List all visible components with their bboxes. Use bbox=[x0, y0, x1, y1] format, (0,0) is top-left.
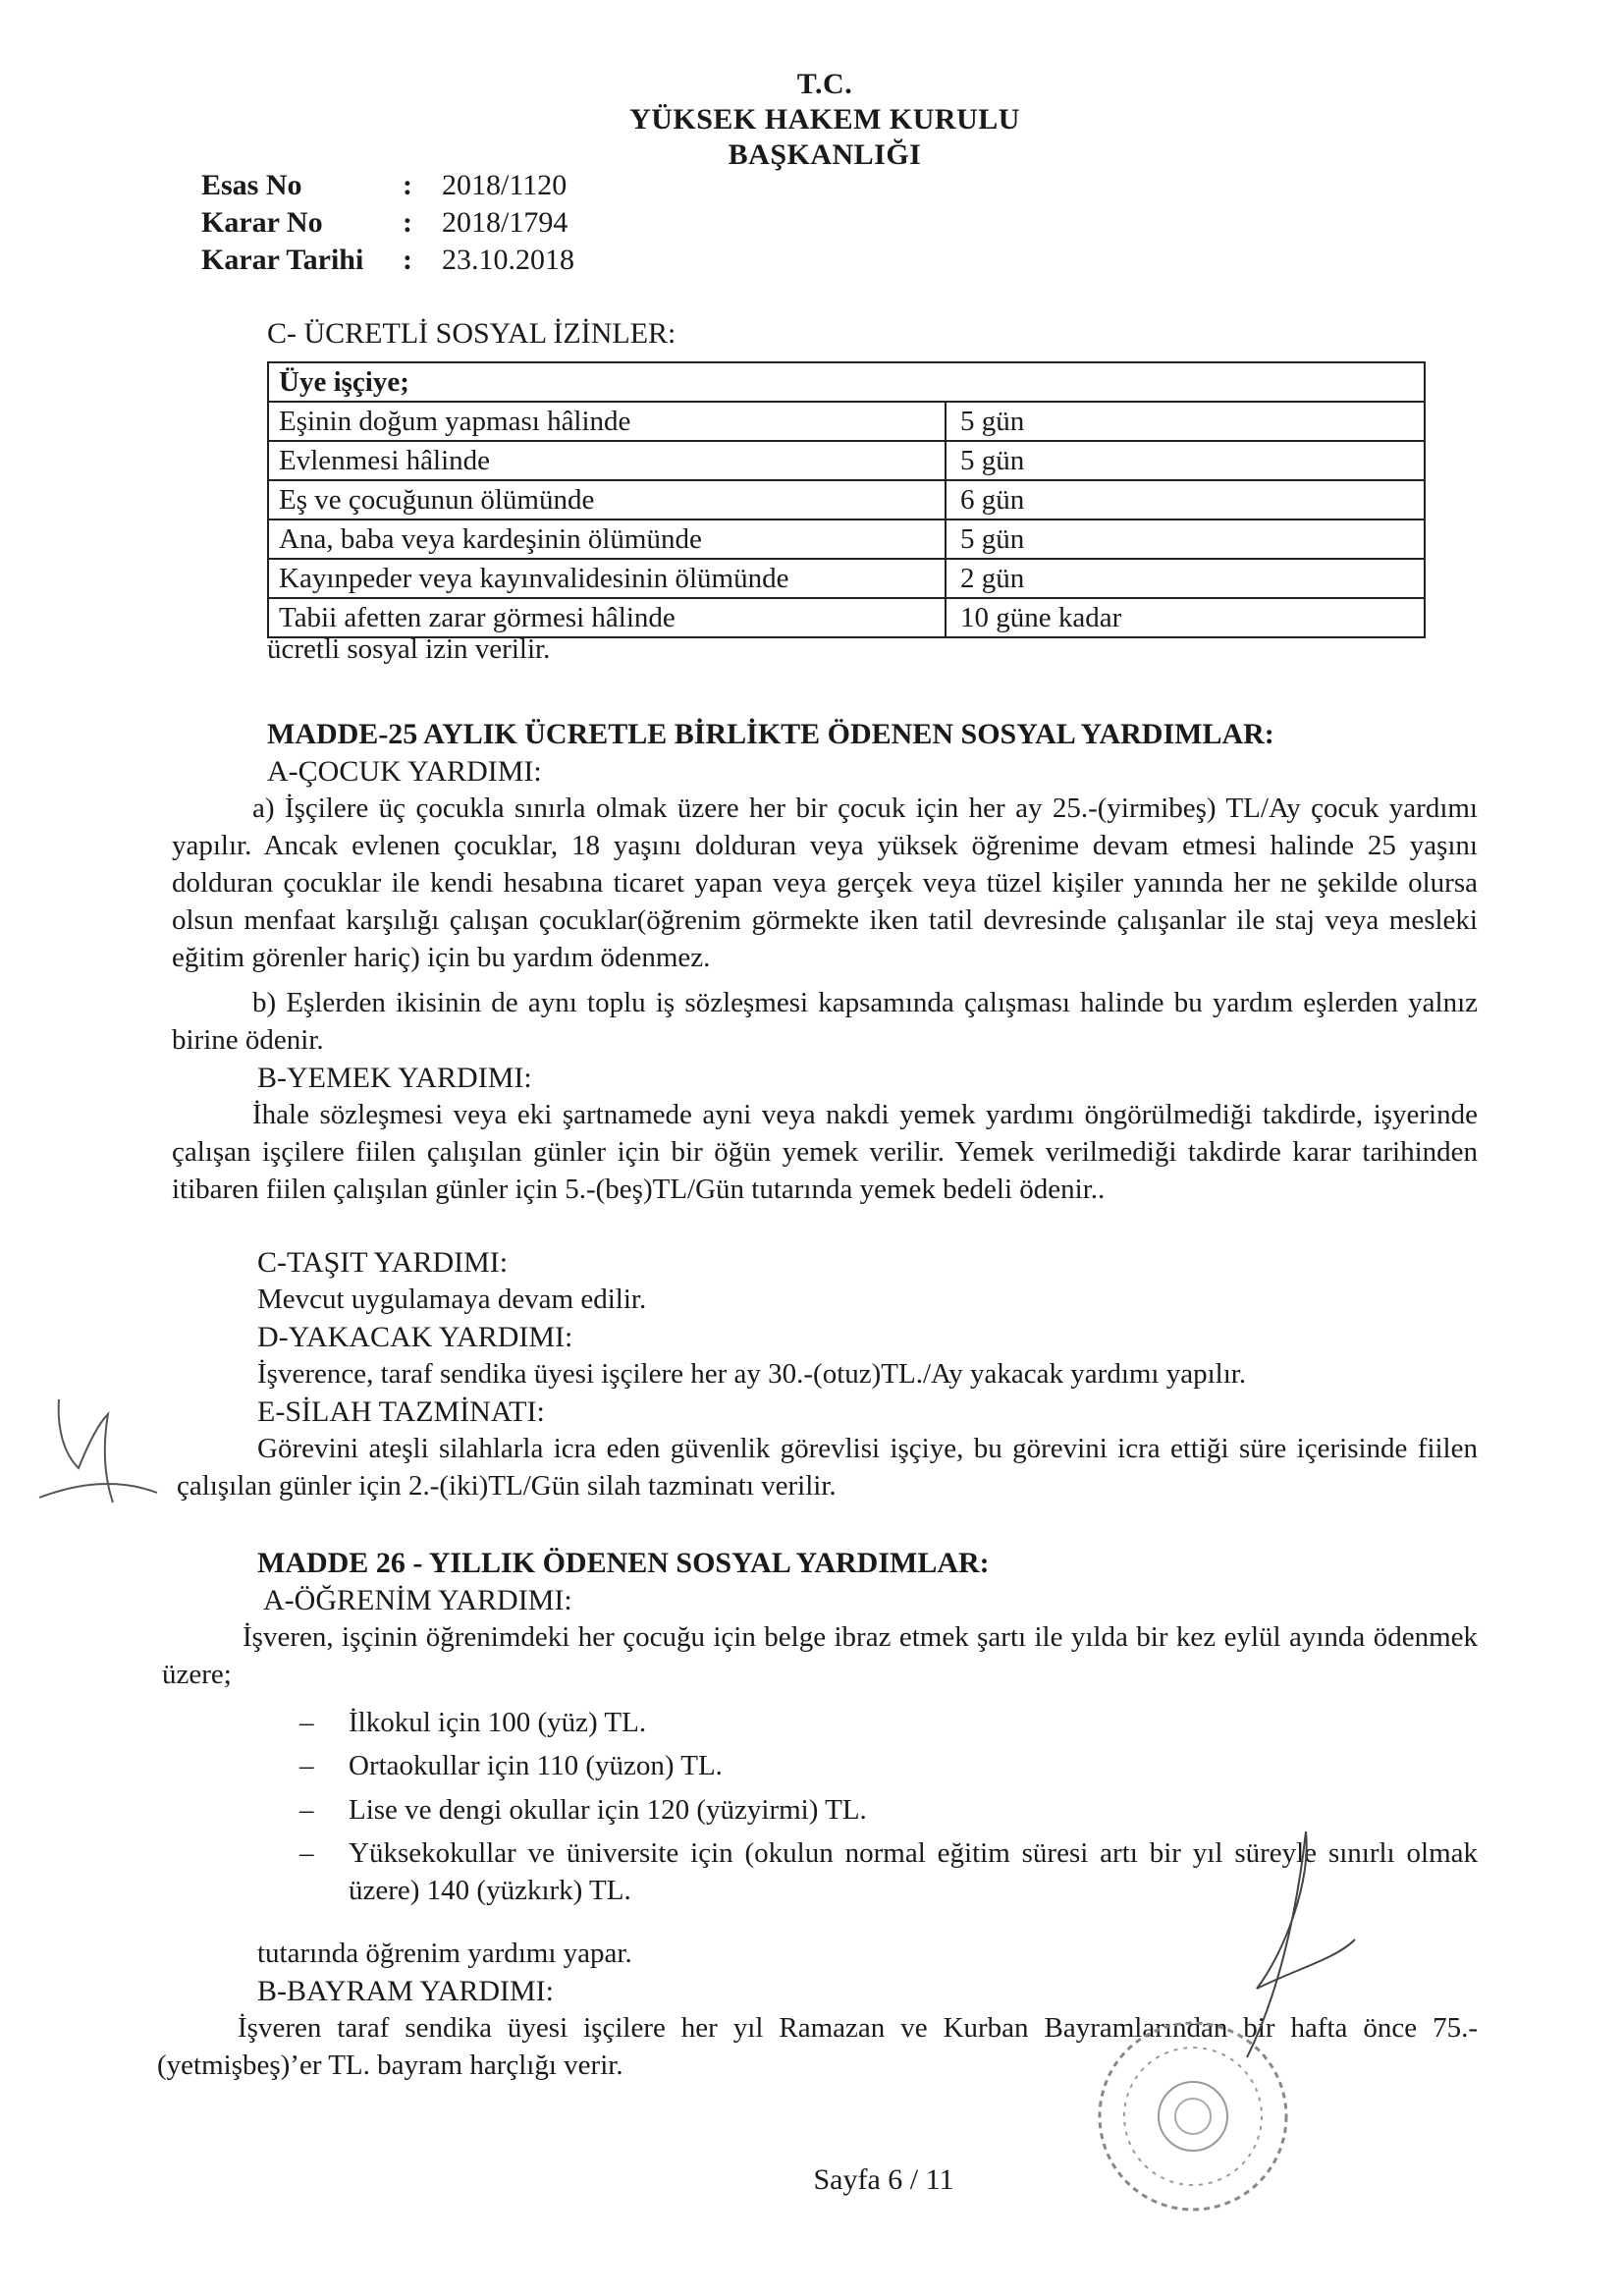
madde26-b-body: İşveren taraf sendika üyesi işçilere her yıl Ramazan ve Kurban Bayramlarından bir hafta önce 75.-(yetmişbeş)’er TL. bayram harçlığı verir. bbox=[157, 2012, 1478, 2081]
leave-days: 10 güne kadar bbox=[946, 598, 1425, 637]
madde25-c-title: C-TAŞIT YARDIMI: bbox=[257, 1246, 509, 1279]
madde26-after-list: tutarında öğrenim yardımı yapar. bbox=[257, 1938, 632, 1969]
meta-colon: : bbox=[403, 169, 412, 201]
table-header-cell: Üye işçiye; bbox=[268, 362, 1425, 402]
table-row bbox=[268, 402, 1425, 441]
meta-row-tarih bbox=[201, 242, 574, 279]
list-item-text: İlkokul için 100 (yüz) TL. bbox=[349, 1707, 647, 1738]
meta-row-esas bbox=[201, 167, 574, 204]
case-metadata bbox=[201, 167, 574, 279]
meta-colon: : bbox=[403, 206, 412, 239]
madde26-a-title: A-ÖĞRENİM YARDIMI: bbox=[263, 1584, 572, 1616]
header-line-2: YÜKSEK HAKEM KURULU bbox=[629, 103, 1020, 136]
list-item bbox=[299, 1747, 1478, 1784]
list-dash: – bbox=[299, 1750, 314, 1782]
madde25-title: MADDE-25 AYLIK ÜCRETLE BİRLİKTE ÖDENEN SOSYAL YARDIMLAR: bbox=[267, 718, 1274, 750]
leave-type: Eşinin doğum yapması hâlinde bbox=[268, 402, 946, 441]
leave-table bbox=[267, 361, 1426, 638]
leave-days: 6 gün bbox=[946, 480, 1425, 519]
madde25-a-title: A-ÇOCUK YARDIMI: bbox=[267, 755, 542, 788]
madde25-a-text: a) İşçilere üç çocukla sınırla olmak üzere her bir çocuk için her ay 25.-(yirmibeş) TL/Ay çocuk yardımı yapılır. Ancak evlenen çocuklar, 18 yaşını dolduran veya yüksek öğrenime devam etmesi halinde 25 yaşını dolduran çocuklar ile kendi hesabına ticaret yapan veya gerçek veya tüzel kişiler yanında her ne şekilde olursa olsun menfaat karşılığı çalışan çocuklar(öğrenim görmekte iken tatil devresinde çalışanlar ile staj veya mesleki eğitim görenler hariç) için bu yardım ödenmez. bbox=[172, 793, 1478, 973]
meta-value: 2018/1794 bbox=[442, 206, 568, 239]
madde26-b-title: B-BAYRAM YARDIMI: bbox=[257, 1975, 554, 2007]
madde25-e-body: Görevini ateşli silahlarla icra eden güvenlik görevlisi işçiye, bu görevini icra ettiği süre içerisinde fiilen çalışılan günler için 2.-(iki)TL/Gün silah tazminatı verilir. bbox=[177, 1433, 1478, 1502]
meta-value: 2018/1120 bbox=[442, 169, 568, 201]
madde26-title: MADDE 26 - YILLIK ÖDENEN SOSYAL YARDIMLAR: bbox=[257, 1547, 990, 1579]
madde25-d-body: İşverence, taraf sendika üyesi işçilere her ay 30.-(otuz)TL./Ay yakacak yardımı yapılır. bbox=[257, 1358, 1247, 1390]
leave-type: Ana, baba veya kardeşinin ölümünde bbox=[268, 519, 946, 559]
meta-value: 23.10.2018 bbox=[442, 244, 574, 276]
table-row bbox=[268, 519, 1425, 559]
leave-days: 5 gün bbox=[946, 402, 1425, 441]
table-row bbox=[268, 559, 1425, 598]
list-item-text: Yüksekokullar ve üniversite için (okulun normal eğitim süresi artı bir yıl süreyle sınırlı olmak üzere) 140 (yüzkırk) TL. bbox=[349, 1836, 1478, 1907]
list-dash: – bbox=[299, 1836, 314, 1869]
madde26-a-text: İşveren, işçinin öğrenimdeki her çocuğu için belge ibraz etmek şartı ile yılda bir kez eylül ayında ödenmek üzere; bbox=[162, 1621, 1478, 1690]
list-dash: – bbox=[299, 1707, 314, 1738]
list-item bbox=[299, 1704, 1478, 1741]
meta-label: Karar No bbox=[201, 206, 323, 239]
leave-days: 5 gün bbox=[946, 441, 1425, 480]
madde25-c-body: Mevcut uygulamaya devam edilir. bbox=[257, 1284, 647, 1315]
leave-type: Evlenmesi hâlinde bbox=[268, 441, 946, 480]
leave-type: Eş ve çocuğunun ölümünde bbox=[268, 480, 946, 519]
header-line-3: BAŞKANLIĞI bbox=[728, 138, 922, 171]
meta-label: Esas No bbox=[201, 169, 302, 201]
signature-initials bbox=[20, 1385, 167, 1532]
meta-colon: : bbox=[403, 244, 412, 276]
list-item-text: Lise ve dengi okullar için 120 (yüzyirmi) TL. bbox=[349, 1793, 867, 1826]
table-row bbox=[268, 480, 1425, 519]
madde25-d-title: D-YAKACAK YARDIMI: bbox=[257, 1321, 573, 1353]
madde25-b-text: b) Eşlerden ikisinin de aynı toplu iş sözleşmesi kapsamında çalışması halinde bu yardım eşlerden yalnız birine ödenir. bbox=[172, 987, 1478, 1056]
table-header-row bbox=[268, 362, 1425, 402]
document-header bbox=[589, 67, 1060, 173]
table-row bbox=[268, 441, 1425, 480]
madde25-b-body: İhale sözleşmesi veya eki şartnamede ayni veya nakdi yemek yardımı öngörülmediği takdirde, işyerinde çalışan işçilere fiilen çalışılan günler için bir öğün yemek verilir. Yemek verilmediği takdirde karar tarihinden itibaren fiilen çalışılan günler için 5.-(beş)TL/Gün tutarında yemek bedeli ödenir.. bbox=[172, 1099, 1478, 1205]
leave-type: Kayınpeder veya kayınvalidesinin ölümünde bbox=[268, 559, 946, 598]
list-item-text: Ortaokullar için 110 (yüzon) TL. bbox=[349, 1750, 723, 1782]
meta-label: Karar Tarihi bbox=[201, 244, 364, 276]
meta-row-karar bbox=[201, 204, 574, 242]
list-dash: – bbox=[299, 1793, 314, 1826]
page-number: Sayfa 6 / 11 bbox=[813, 2163, 954, 2196]
leave-type: Tabii afetten zarar görmesi hâlinde bbox=[268, 598, 946, 637]
leave-days: 5 gün bbox=[946, 519, 1425, 559]
madde25-b-title: B-YEMEK YARDIMI: bbox=[257, 1062, 532, 1094]
madde25-e-title: E-SİLAH TAZMİNATI: bbox=[257, 1395, 545, 1428]
header-line-1: T.C. bbox=[796, 68, 853, 100]
section-c-footer: ücretli sosyal izin verilir. bbox=[267, 633, 551, 665]
official-seal bbox=[1090, 2013, 1296, 2219]
leave-days: 2 gün bbox=[946, 559, 1425, 598]
section-c-title: C- ÜCRETLİ SOSYAL İZİNLER: bbox=[267, 317, 676, 350]
